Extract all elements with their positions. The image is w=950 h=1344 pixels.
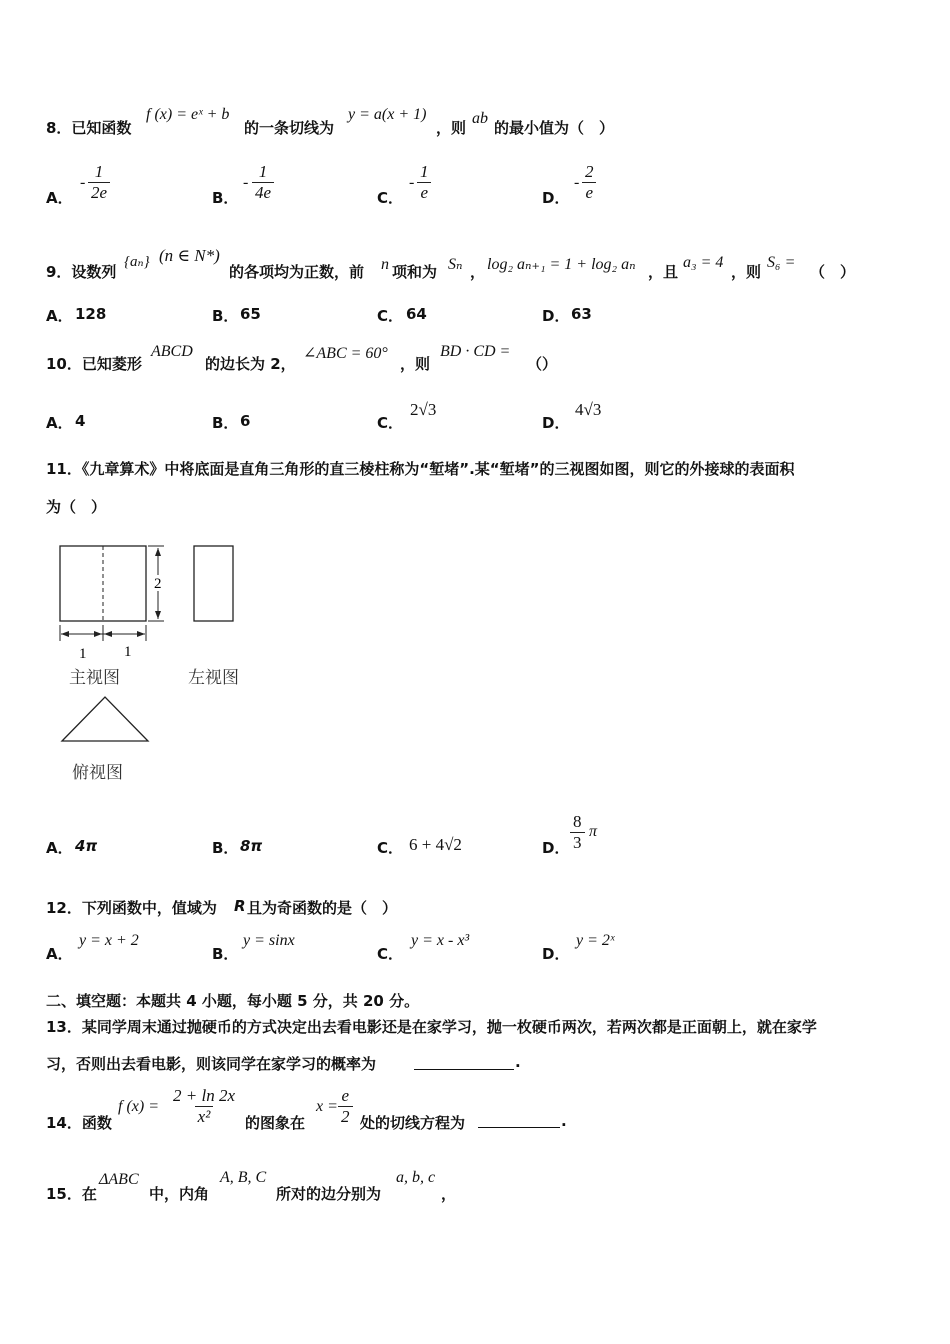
q15-triangle: ΔABC <box>99 1171 139 1188</box>
q10-angle: ∠ABC = 60° <box>303 345 388 362</box>
q8-option-a-label[interactable]: A． <box>46 189 73 207</box>
q12-option-a-label[interactable]: A． <box>46 945 73 963</box>
q15-stem: 15．在 <box>46 1185 97 1203</box>
q9-relation: log₂ aₙ₊₁ = 1 + log₂ aₙ <box>487 256 636 273</box>
q14-fraction-den: x² <box>195 1106 214 1127</box>
front-view-label: 主视图 <box>69 668 120 688</box>
q12-option-d-label[interactable]: D． <box>542 945 570 963</box>
q9-paren: （ ） <box>810 263 856 281</box>
q12-stem-b: 且为奇函数的是（ ） <box>247 899 398 917</box>
q8-end1: ，则 <box>436 119 467 137</box>
three-view-diagram <box>40 535 260 750</box>
q8-tangent: y = a(x + 1) <box>348 106 427 123</box>
q13-line-2: 习，否则出去看电影，则该同学在家学习的概率为 <box>46 1055 377 1073</box>
arrow-right-icon <box>94 631 102 637</box>
q14-end: 处的切线方程为 <box>360 1114 466 1132</box>
q9-option-a-value: 128 <box>75 305 107 323</box>
width-label-right: 1 <box>124 644 132 660</box>
q10-paren: （） <box>527 355 558 373</box>
q10-option-a-value: 4 <box>75 412 86 430</box>
q12-option-c-value: y = x - x³ <box>411 932 470 949</box>
top-view-label: 俯视图 <box>72 763 123 783</box>
q8-option-a-num: 1 <box>94 162 104 181</box>
q11-option-d-pi: π <box>589 823 598 840</box>
q14-fraction-num: 2 + ln 2x <box>173 1086 235 1105</box>
q9-and: ，且 <box>648 263 679 281</box>
q13-answer-blank[interactable] <box>414 1055 514 1070</box>
arrow-left-icon-2 <box>104 631 112 637</box>
q11-option-b-label[interactable]: B． <box>212 839 239 857</box>
q14-x-fraction <box>338 1086 353 1127</box>
q14-x-den: 2 <box>338 1106 353 1127</box>
q8-option-a-sign: - <box>80 174 86 191</box>
q10-then: ，则 <box>400 355 431 373</box>
q15-comma: ， <box>441 1185 457 1203</box>
q9-stem: 9．设数列 <box>46 263 117 281</box>
q9-a3: a₃ = 4 <box>683 254 724 271</box>
q10-expression: BD · CD = <box>440 343 511 360</box>
q9-option-a-label[interactable]: A． <box>46 307 73 325</box>
q15-sides: a, b, c <box>396 1169 436 1186</box>
q8-function: f (x) = eˣ + b <box>146 106 230 123</box>
q10-option-d-label[interactable]: D． <box>542 414 570 432</box>
q8-option-b-sign: - <box>243 174 249 191</box>
q8-option-d-label[interactable]: D． <box>542 189 570 207</box>
q14-dot: . <box>561 1112 567 1130</box>
q13-end: . <box>515 1053 521 1071</box>
q9-option-c-label[interactable]: C． <box>377 307 404 325</box>
q8-option-d-fraction <box>582 162 597 203</box>
arrow-up-icon <box>155 548 161 556</box>
q9-option-d-label[interactable]: D． <box>542 307 570 325</box>
q8-option-d-sign: - <box>574 174 580 191</box>
q8-option-c-sign: - <box>409 174 415 191</box>
q8-option-b-fraction <box>252 162 274 203</box>
q9-condition: (n ∈ N*) <box>159 246 220 265</box>
q10-mid: 的边长为 2， <box>205 355 296 373</box>
arrow-down-icon <box>155 611 161 619</box>
arrow-right-icon-2 <box>137 631 145 637</box>
q14-x-num: e <box>341 1086 350 1105</box>
q8-option-b-den: 4e <box>252 182 274 203</box>
q9-sn: Sₙ <box>448 256 463 273</box>
q11-option-d-num: 8 <box>573 812 582 831</box>
section-2-heading: 二、填空题：本题共 4 小题，每小题 5 分，共 20 分。 <box>46 992 420 1010</box>
q12-option-c-label[interactable]: C． <box>377 945 404 963</box>
height-label: 2 <box>154 576 162 592</box>
q8-option-a-den: 2e <box>88 182 110 203</box>
q14-fraction <box>170 1086 238 1127</box>
q11-option-a-label[interactable]: A． <box>46 839 73 857</box>
q8-option-c-fraction <box>417 162 432 203</box>
q14-x-eq: x = <box>316 1098 338 1115</box>
q9-then: ，则 <box>731 263 762 281</box>
q10-option-a-label[interactable]: A． <box>46 414 73 432</box>
q11-option-b-value: 8π <box>240 837 263 855</box>
width-label-left: 1 <box>79 646 87 662</box>
q10-shape: ABCD <box>151 343 193 360</box>
q15-angles: A, B, C <box>220 1169 267 1186</box>
q8-option-b-label[interactable]: B． <box>212 189 239 207</box>
q12-option-d-value: y = 2ˣ <box>576 932 615 949</box>
q11-option-d-label[interactable]: D． <box>542 839 570 857</box>
q10-option-b-label[interactable]: B． <box>212 414 239 432</box>
q11-line-1: 11．《九章算术》中将底面是直角三角形的直三棱柱称为“堑堵”.某“堑堵”的三视图如图，则它的外接球的表面积 <box>46 460 795 478</box>
q12-option-b-label[interactable]: B． <box>212 945 239 963</box>
q8-option-d-den: e <box>582 182 596 203</box>
side-view-label: 左视图 <box>188 668 239 688</box>
q10-stem: 10．已知菱形 <box>46 355 142 373</box>
q10-option-b-value: 6 <box>240 412 251 430</box>
q8-option-b-num: 1 <box>258 162 268 181</box>
q9-n: n <box>381 256 389 273</box>
arrow-left-icon <box>61 631 69 637</box>
q12-option-b-value: y = sinx <box>243 932 295 949</box>
q15-mid: 中，内角 <box>149 1185 210 1203</box>
q15-mid2: 所对的边分别为 <box>276 1185 382 1203</box>
side-view-rect <box>194 546 233 621</box>
q10-option-d-value: 4√3 <box>575 400 602 419</box>
q8-stem: 8．已知函数 <box>46 119 132 137</box>
q9-option-d-value: 63 <box>571 305 592 323</box>
q13-line-1: 13．某同学周末通过抛硬币的方式决定出去看电影还是在家学习，抛一枚硬币两次，若两次都是正面朝上，就在家学 <box>46 1018 817 1036</box>
q8-option-a-fraction <box>88 162 110 203</box>
q14-fx: f (x) = <box>118 1098 159 1115</box>
q8-option-c-num: 1 <box>420 162 429 181</box>
top-view-triangle <box>62 697 148 741</box>
q9-option-b-value: 65 <box>240 305 261 323</box>
q9-s6: S₆ = <box>767 254 796 271</box>
q9-mid: 的各项均为正数，前 <box>229 263 365 281</box>
q12-option-a-value: y = x + 2 <box>79 932 139 949</box>
q11-option-c-label[interactable]: C． <box>377 839 404 857</box>
q8-ab: ab <box>472 110 488 127</box>
q8-mid: 的一条切线为 <box>244 119 335 137</box>
q14-answer-blank[interactable] <box>478 1113 560 1128</box>
q9-sequence: {aₙ} <box>124 254 150 270</box>
q9-option-c-value: 64 <box>406 305 427 323</box>
q11-option-d-den: 3 <box>570 832 585 853</box>
q11-option-a-value: 4π <box>75 837 98 855</box>
q12-R: R <box>234 897 246 915</box>
q8-end2: 的最小值为（ ） <box>494 119 615 137</box>
q8-option-c-den: e <box>417 182 431 203</box>
q8-option-c-label[interactable]: C． <box>377 189 404 207</box>
q14-stem: 14．函数 <box>46 1114 112 1132</box>
q9-option-b-label[interactable]: B． <box>212 307 239 325</box>
q9-comma: ， <box>470 263 486 281</box>
q10-option-c-value: 2√3 <box>410 400 437 419</box>
q11-line-2: 为（ ） <box>46 498 107 516</box>
q8-option-d-num: 2 <box>585 162 594 181</box>
q9-mid2: 项和为 <box>392 263 438 281</box>
q11-option-c-value: 6 + 4√2 <box>409 835 462 854</box>
q11-option-d-fraction <box>570 812 585 853</box>
q10-option-c-label[interactable]: C． <box>377 414 404 432</box>
q14-mid: 的图象在 <box>245 1114 306 1132</box>
q12-stem-a: 12．下列函数中，值域为 <box>46 899 217 917</box>
